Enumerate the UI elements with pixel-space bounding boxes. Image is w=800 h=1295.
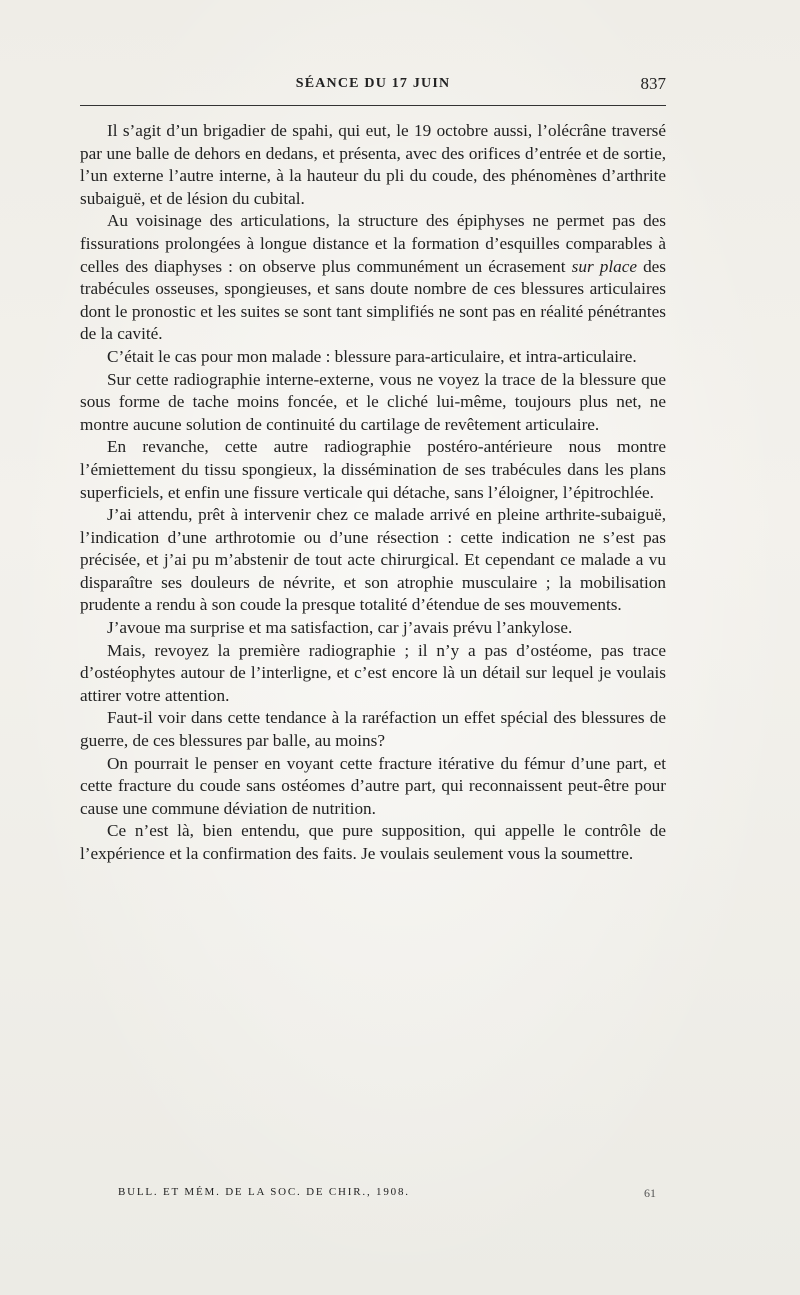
- footer-citation: BULL. ET MÉM. DE LA SOC. DE CHIR., 1908.: [118, 1186, 410, 1198]
- paragraph: Sur cette radiographie interne-externe, vous ne voyez la trace de la blessure que sous forme de tache moins foncée, et le cliché lui-même, toujours plus net, ne montre aucune solution de continuité du cartilage de revêtement articulaire.: [80, 369, 666, 434]
- paragraph: Mais, revoyez la première radiographie ; il n’y a pas d’ostéome, pas trace d’ostéophytes autour de l’interligne, et c’est encore là un détail sur lequel je voulais attirer votre attention.: [80, 640, 666, 705]
- page-header: [80, 70, 666, 100]
- header-rule: [80, 105, 666, 106]
- paragraph: C’était le cas pour mon malade : blessure para-articulaire, et intra-articulaire.: [107, 346, 637, 366]
- page-footer: [80, 1186, 666, 1208]
- paragraph: En revanche, cette autre radiographie postéro-antérieure nous montre l’émiettement du tissu spongieux, la dissémination de ses trabécules dans les plans superficiels, et enfin une fissure verticale qui détache, sans l’éloigner, l’épitrochlée.: [80, 437, 666, 502]
- paragraph: Au voisinage des articulations, la structure des épiphyses ne permet pas des fissurations prolongées à longue distance et la formation d’esquilles comparables à celles des diaphyses : on observe plus communément un écrasement sur place des trabécules osseuses, spongieuses, et sans doute nombre de ces blessures articulaires dont le pronostic et les suites se sont tant simplifiés ne sont pas en réalité pénétrantes de la cavité.: [80, 211, 666, 344]
- article-body: [80, 120, 666, 866]
- paragraph: J’ai attendu, prêt à intervenir chez ce malade arrivé en pleine arthrite-subaiguë, l’indication d’une arthrotomie ou d’une résection : cette indication ne s’est pas précisée, et j’ai pu m’abstenir de tout acte chirurgical. Et cependant ce malade a vu disparaître ses douleurs de névrite, et son atrophie musculaire ; la mobilisation prudente a rendu à son coude la presque totalité d’étendue de ses mouvements.: [80, 505, 666, 615]
- running-head: SÉANCE DU 17 JUIN: [295, 76, 451, 91]
- signature-mark: 61: [644, 1186, 656, 1200]
- page-number: 837: [640, 74, 666, 93]
- paragraph: J’avoue ma surprise et ma satisfaction, car j’avais prévu l’ankylose.: [107, 618, 573, 638]
- paragraph: Ce n’est là, bien entendu, que pure supposition, qui appelle le contrôle de l’expérience et la confirmation des faits. Je voulais seulement vous la soumettre.: [80, 821, 666, 863]
- paragraph: On pourrait le penser en voyant cette fracture itérative du fémur d’une part, et cette fracture du coude sans ostéomes d’autre part, qui reconnaissent peut-être pour cause une commune déviation de nutrition.: [80, 753, 666, 818]
- paragraph: Il s’agit d’un brigadier de spahi, qui eut, le 19 octobre aussi, l’olécrâne traversé par une balle de dehors en dedans, et présenta, avec des orifices d’entrée et de sortie, l’un externe l’autre interne, à la hauteur du pli du coude, des phénomènes d’arthrite subaiguë, et de lésion du cubital.: [80, 121, 666, 208]
- paragraph: Faut-il voir dans cette tendance à la raréfaction un effet spécial des blessures de guerre, de ces blessures par balle, au moins?: [80, 708, 666, 751]
- emphasis: sur place: [571, 256, 637, 276]
